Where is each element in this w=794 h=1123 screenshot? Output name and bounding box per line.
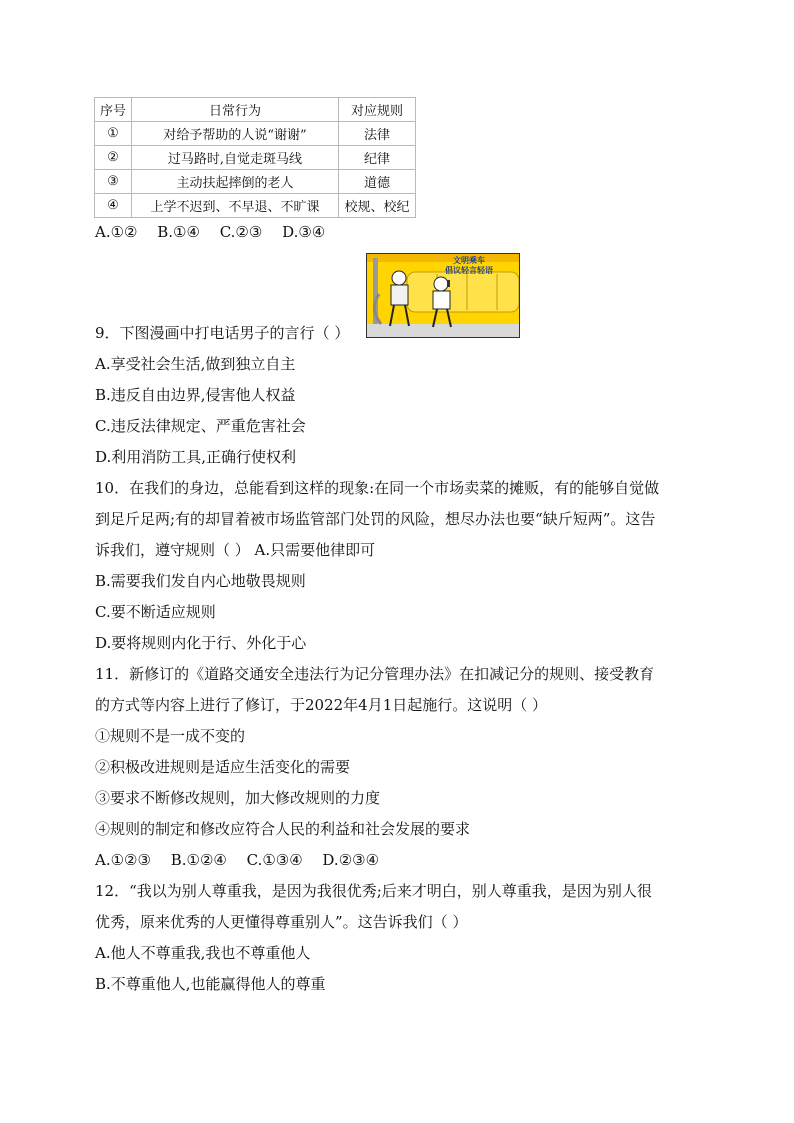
cartoon-sign-line: 倡议轻言轻语 — [445, 266, 493, 275]
q12-stem-line2: 优秀，原来优秀的人更懂得尊重别人”。这告诉我们（ ） — [95, 913, 468, 931]
table-header-cell: 日常行为 — [132, 98, 339, 122]
table-cell: 校规、校纪 — [339, 194, 416, 218]
q9-option-a: A.享受社会生活,做到独立自主 — [95, 355, 296, 373]
table-cell: 纪律 — [339, 146, 416, 170]
rules-table — [94, 97, 416, 218]
q11-stem-line2: 的方式等内容上进行了修订，于2022年4月1日起施行。这说明（ ） — [95, 696, 548, 714]
table-row — [95, 170, 416, 194]
q12-stem-line1: 12．“我以为别人尊重我，是因为我很优秀;后来才明白，别人尊重我，是因为别人很 — [95, 882, 652, 900]
table-cell: 对给予帮助的人说“谢谢” — [132, 122, 339, 146]
q9-option-d: D.利用消防工具,正确行使权利 — [95, 448, 297, 466]
q9-option-c: C.违反法律规定、严重危害社会 — [95, 417, 306, 435]
q12-option-a: A.他人不尊重我,我也不尊重他人 — [95, 944, 311, 962]
q9-option-b: B.违反自由边界,侵害他人权益 — [95, 386, 296, 404]
table-cell: ④ — [95, 194, 132, 218]
q11-statement-4: ④规则的制定和修改应符合人民的利益和社会发展的要求 — [95, 820, 471, 838]
q10-stem-line3: 诉我们，遵守规则（ ） A.只需要他律即可 — [95, 541, 376, 559]
table-header-cell: 序号 — [95, 98, 132, 122]
q10-option-d: D.要将规则内化于行、外化于心 — [95, 634, 307, 652]
q10-stem-line2: 到足斤足两;有的却冒着被市场监管部门处罚的风险，想尽办法也要“缺斤短两”。这告 — [95, 510, 656, 528]
table-row — [95, 146, 416, 170]
table-header-cell: 对应规则 — [339, 98, 416, 122]
bus-cartoon — [366, 253, 520, 338]
table-cell: ① — [95, 122, 132, 146]
table-cell: ③ — [95, 170, 132, 194]
table-cell: 法律 — [339, 122, 416, 146]
q10-stem-line1: 10．在我们的身边，总能看到这样的现象:在同一个市场卖菜的摊贩，有的能够自觉做 — [95, 479, 660, 497]
q9-stem: 9．下图漫画中打电话男子的言行（ ） — [95, 324, 350, 342]
q11-statement-1: ①规则不是一成不变的 — [95, 727, 246, 745]
cartoon-sign — [422, 256, 516, 276]
table-cell: 道德 — [339, 170, 416, 194]
q11-statement-3: ③要求不断修改规则，加大修改规则的力度 — [95, 789, 381, 807]
cartoon-sign-line: 文明乘车 — [453, 256, 485, 265]
q12-option-b: B.不尊重他人,也能赢得他人的尊重 — [95, 975, 326, 993]
table-cell: 上学不迟到、不早退、不旷课 — [132, 194, 339, 218]
table-header-row — [95, 98, 416, 122]
q11-options: A.①②③ B.①②④ C.①③④ D.②③④ — [95, 851, 380, 869]
table-cell: 过马路时,自觉走斑马线 — [132, 146, 339, 170]
table-row — [95, 194, 416, 218]
q8-options: A.①② B.①④ C.②③ D.③④ — [95, 223, 326, 241]
table-cell: 主动扶起摔倒的老人 — [132, 170, 339, 194]
q11-stem-line1: 11．新修订的《道路交通安全违法行为记分管理办法》在扣减记分的规则、接受教育 — [95, 665, 655, 683]
q10-option-c: C.要不断适应规则 — [95, 603, 216, 621]
table-cell: ② — [95, 146, 132, 170]
q11-statement-2: ②积极改进规则是适应生活变化的需要 — [95, 758, 351, 776]
q10-option-b: B.需要我们发自内心地敬畏规则 — [95, 572, 306, 590]
table-row — [95, 122, 416, 146]
